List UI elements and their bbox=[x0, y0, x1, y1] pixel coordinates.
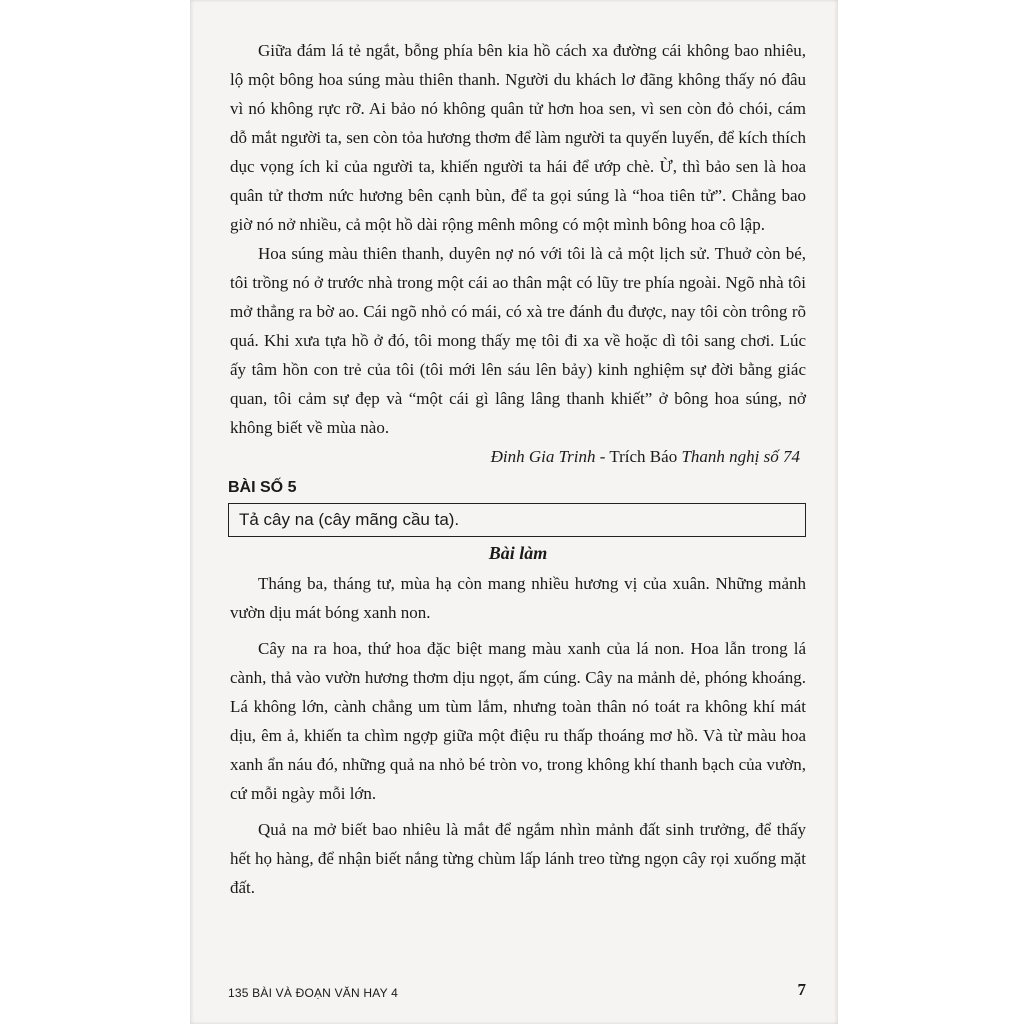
essay-paragraph-2: Cây na ra hoa, thứ hoa đặc biệt mang màu xanh của lá non. Hoa lẫn trong lá cành, thả vào vườn hương thơm dịu ngọt, ấm cúng. Cây na mảnh dẻ, phóng khoáng. Lá không lớn, cành chẳng um tùm lắm, nhưng toàn thân nó toát ra không khí mát dịu, êm ả, khiến ta chìm ngợp giữa một điệu ru thấp thoáng mơ hồ. Và từ màu hoa xanh ẩn náu đó, những quả na nhỏ bé tròn vo, trong không khí thanh bạch của vườn, cứ mỗi ngày mỗi lớn. bbox=[230, 639, 806, 803]
page-content bbox=[230, 36, 806, 909]
passage1-paragraph-2: Hoa súng màu thiên thanh, duyên nợ nó với tôi là cả một lịch sử. Thuở còn bé, tôi trồng nó ở trước nhà trong một cái ao thân mật có lũy tre phía ngoài. Ngõ nhà tôi mở thẳng ra bờ ao. Cái ngõ nhỏ có mái, có xà tre đánh đu được, nay tôi còn trông rõ quá. Khi xưa tựa hồ ở đó, tôi mong thấy mẹ tôi đi xa về hoặc dì tôi sang chơi. Lúc ấy tâm hồn con trẻ của tôi (tôi mới lên sáu lên bảy) kinh nghiệm sự đời bằng giác quan, tôi cảm sự đẹp và “một cái gì lâng lâng thanh khiết” ở bông hoa súng, nở không biết về mùa nào. bbox=[230, 244, 806, 437]
book-page bbox=[190, 0, 838, 1024]
essay-body bbox=[230, 569, 806, 902]
passage1-attribution bbox=[230, 442, 806, 471]
attribution-source: Thanh nghị số 74 bbox=[681, 447, 800, 466]
footer-book-title: 135 BÀI VÀ ĐOẠN VĂN HAY 4 bbox=[228, 986, 398, 1000]
essay-paragraph-1: Tháng ba, tháng tư, mùa hạ còn mang nhiều hương vị của xuân. Những mảnh vườn dịu mát bóng xanh non. bbox=[230, 574, 806, 622]
attribution-separator: - Trích Báo bbox=[595, 447, 682, 466]
passage1-paragraph-1: Giữa đám lá tẻ ngắt, bỗng phía bên kia hồ cách xa đường cái không bao nhiêu, lộ một bông hoa súng màu thiên thanh. Người du khách lơ đãng không thấy nó đâu vì nó không rực rỡ. Ai bảo nó không quân tử hơn hoa sen, vì sen còn đỏ chói, cám dỗ mắt người ta, sen còn tỏa hương thơm để làm người ta quyến luyến, để kích thích dục vọng ích kỉ của người ta, khiến người ta hái để ướp chè. Ừ, thì bảo sen là hoa quân tử thơm nức hương bên cạnh bùn, để ta gọi súng là “hoa tiên tử”. Chẳng bao giờ nó nở nhiều, cả một hồ dài rộng mênh mông có một mình bông hoa cô lập. bbox=[230, 41, 806, 234]
section-heading: BÀI SỐ 5 bbox=[228, 479, 297, 496]
section-subheading: Bài làm bbox=[488, 543, 548, 563]
task-box: Tả cây na (cây mãng cầu ta). bbox=[228, 503, 806, 537]
essay-paragraph-3: Quả na mở biết bao nhiêu là mắt để ngắm nhìn mảnh đất sinh trưởng, để thấy hết họ hàng, để nhận biết nắng từng chùm lấp lánh treo từng ngọn cây rọi xuống mặt đất. bbox=[230, 820, 806, 897]
footer-page-number: 7 bbox=[797, 980, 806, 999]
attribution-author: Đinh Gia Trinh bbox=[490, 447, 596, 466]
